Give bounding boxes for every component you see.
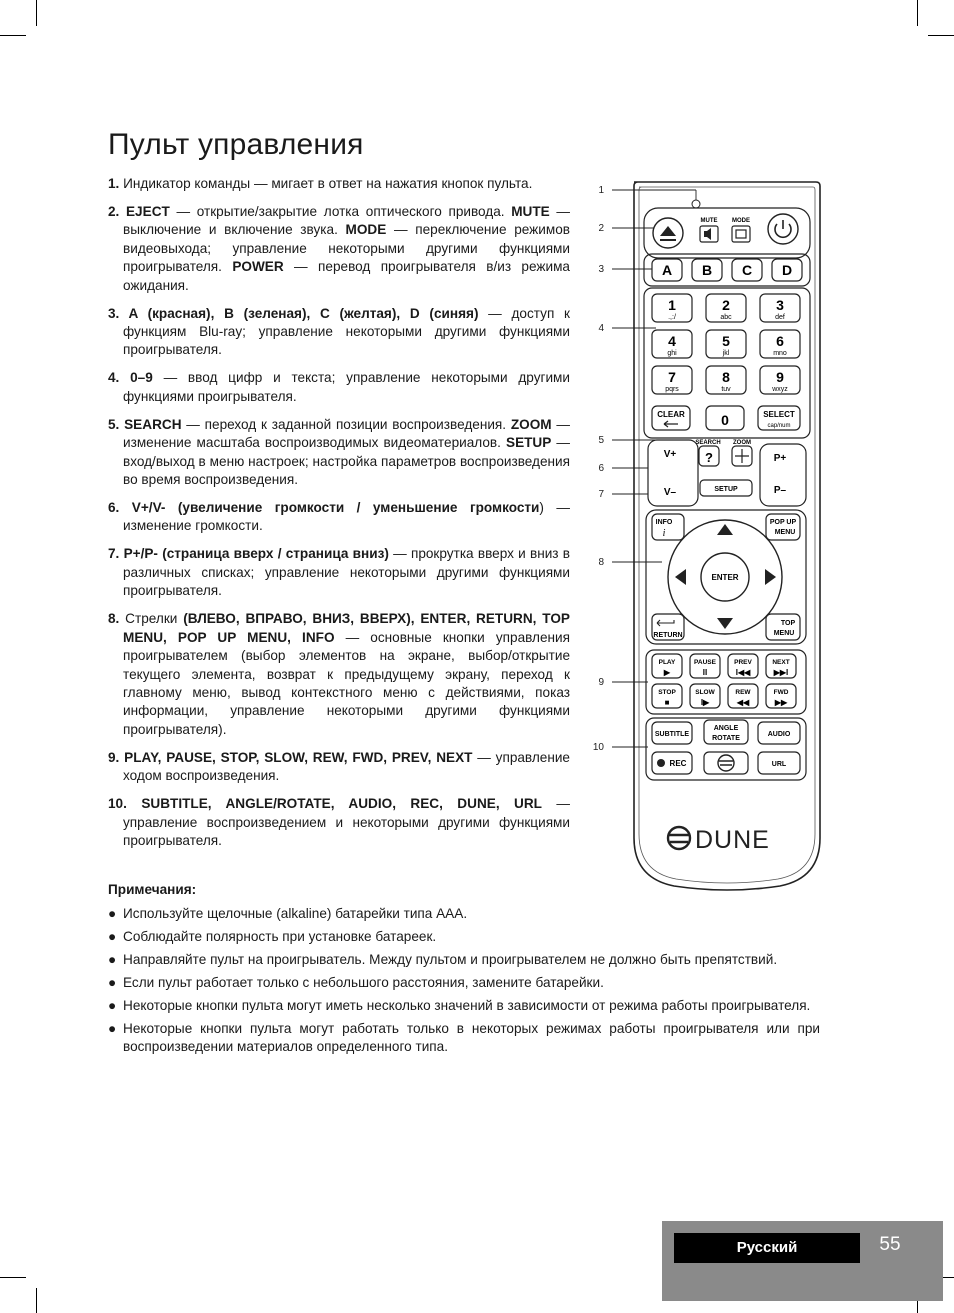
item-key-text: 0–9 <box>119 370 153 386</box>
digit-label: 9 <box>776 369 784 385</box>
note-item <box>108 974 820 992</box>
svg-text:cap/num: cap/num <box>767 423 791 429</box>
item-number: 3. <box>108 305 120 321</box>
svg-text:SELECT: SELECT <box>763 410 795 419</box>
svg-text:P+: P+ <box>773 453 787 464</box>
item-text: — выключение и включение звука. <box>123 204 570 238</box>
svg-text:ROTATE: ROTATE <box>712 735 740 742</box>
item-key-text: SEARCH <box>119 416 182 432</box>
callout-number: 6 <box>598 463 604 474</box>
description-item <box>108 610 570 739</box>
transport-label: PLAY <box>658 659 676 666</box>
color-key-label: B <box>701 262 713 278</box>
popup-menu-button <box>766 514 800 540</box>
note-text: Используйте щелочные (alkaline) батарейки типа AAA. <box>123 906 468 921</box>
svg-text:V–: V– <box>663 487 677 498</box>
item-text: — прокрутка вверх и вниз в различных списках; управление некоторыми другими функциями проигрывателя. <box>123 546 570 599</box>
note-text: Некоторые кнопки пульта могут работать только в некоторых режимах работы проигрывателя или при воспроизведении материалов определенного типа. <box>123 1021 820 1055</box>
svg-text:RETURN: RETURN <box>653 632 683 639</box>
item-key-text: A (красная), B (зеленая), C (желтая), D (синяя) <box>119 305 479 321</box>
callout-number: 7 <box>598 489 604 500</box>
svg-text:MODE: MODE <box>732 218 750 224</box>
notes-section <box>108 882 820 1061</box>
svg-text:0: 0 <box>721 412 729 428</box>
transport-glyph: II <box>702 668 708 677</box>
crop-mark <box>0 35 26 36</box>
item-number: 4. <box>108 370 120 386</box>
item-text: — вход/выход в меню настроек; настройка параметров воспроизведения во время воспроизведения. <box>123 435 570 488</box>
item-text: — переключение режимов видеовыхода; управление некоторыми другими функциями проигрывателя. <box>123 222 570 275</box>
digit-label: 4 <box>668 333 676 349</box>
transport-glyph: ◀◀ <box>736 698 750 707</box>
digit-label: 3 <box>776 297 784 313</box>
description-item <box>108 749 570 786</box>
digit-label: 5 <box>722 333 730 349</box>
svg-text:CLEAR: CLEAR <box>657 410 685 419</box>
crop-mark <box>0 1277 26 1278</box>
item-number: 10. <box>108 796 127 812</box>
description-item <box>108 175 570 193</box>
digit-letters: mno <box>773 350 787 357</box>
color-key-label: C <box>741 262 753 278</box>
callout-number: 2 <box>598 223 604 234</box>
item-key-text: POWER <box>232 259 284 275</box>
svg-text:?: ? <box>705 450 713 465</box>
svg-text:P–: P– <box>773 485 787 496</box>
callout-number: 8 <box>598 557 604 568</box>
svg-text:i: i <box>662 528 666 539</box>
item-text: Стрелки <box>119 611 184 627</box>
note-text: Соблюдайте полярность при установке батареек. <box>123 929 437 944</box>
crop-mark <box>928 35 954 36</box>
item-key-text: MUTE <box>511 204 550 219</box>
transport-label: PREV <box>734 659 752 666</box>
bullet-icon: ● <box>108 975 117 990</box>
note-item <box>108 928 820 946</box>
description-item <box>108 416 570 490</box>
digit-letters: wxyz <box>772 386 788 393</box>
note-item <box>108 1020 820 1057</box>
item-text: — перевод проигрывателя в/из режима ожидания. <box>123 259 570 293</box>
item-text: — основные кнопки управления проигрывателем (выбор элементов на экране, выбор/открытие текущего элемента, возврат к предыдущему экрану, переход к главному меню, вывод контекстного меню с действиями, показ информации, управление некоторыми другими функциями проигрывателя). <box>123 629 570 737</box>
digit-letters: jkl <box>722 350 730 357</box>
transport-glyph: ▶▶I <box>773 668 789 677</box>
crop-mark <box>917 0 918 26</box>
transport-label: PAUSE <box>694 659 716 666</box>
item-key-text: (ВЛЕВО, ВПРАВО, ВНИЗ, ВВЕРХ), ENTER, RETURN, TOP MENU, POP UP MENU, INFO <box>123 611 570 645</box>
svg-text:V+: V+ <box>663 449 677 460</box>
description-list <box>108 175 570 860</box>
digit-label: 8 <box>722 369 730 385</box>
item-number: 7. <box>108 546 120 562</box>
item-text: — управление воспроизведением и некоторыми другими функциями проигрывателя. <box>123 796 571 848</box>
bullet-icon: ● <box>108 929 117 944</box>
callout-number: 3 <box>598 264 604 275</box>
description-item <box>108 499 570 536</box>
callout-number: 9 <box>598 677 604 688</box>
digit-letters: tuv <box>721 386 731 393</box>
bullet-icon: ● <box>108 998 117 1013</box>
color-key-label: D <box>781 262 793 278</box>
item-key-text: SETUP <box>506 435 552 451</box>
notes-heading: Примечания: <box>108 882 197 897</box>
svg-text:AUDIO: AUDIO <box>767 731 791 738</box>
bullet-icon: ● <box>108 1021 117 1036</box>
svg-text:DUNE: DUNE <box>695 826 770 854</box>
crop-mark <box>36 1288 37 1313</box>
info-button <box>652 514 684 540</box>
callout-number: 1 <box>598 185 604 196</box>
digit-letters: ghi <box>667 350 677 357</box>
note-text: Направляйте пульт на проигрыватель. Между пультом и проигрывателем не должно быть препятствий. <box>123 952 778 967</box>
svg-text:MUTE: MUTE <box>700 218 718 224</box>
item-number: 9. <box>108 749 120 765</box>
callout-number: 5 <box>598 435 604 446</box>
description-item <box>108 305 570 360</box>
language-label: Русский <box>674 1233 860 1263</box>
indicator-led <box>692 200 700 208</box>
item-text: — доступ к функциям Blu-ray; управление некоторыми другими функциями проигрывателя. <box>123 305 570 358</box>
svg-text:ZOOM: ZOOM <box>733 440 751 446</box>
transport-glyph: ▶ <box>663 668 671 677</box>
item-text: Индикатор команды — мигает в ответ на нажатия кнопок пульта. <box>119 176 533 191</box>
svg-text:POP UP: POP UP <box>769 519 797 526</box>
item-text: — открытие/закрытие лотка оптического привода. <box>169 204 512 219</box>
svg-text:SEARCH: SEARCH <box>695 440 721 446</box>
note-item <box>108 951 820 969</box>
transport-label: STOP <box>658 689 676 696</box>
bullet-icon: ● <box>108 906 117 921</box>
digit-label: 7 <box>668 369 676 385</box>
svg-text:URL: URL <box>771 761 787 768</box>
description-item <box>108 369 570 406</box>
transport-glyph: I▶ <box>700 698 710 707</box>
notes-list <box>108 905 820 1057</box>
transport-label: NEXT <box>772 659 790 666</box>
transport-glyph: I◀◀ <box>735 668 751 677</box>
mode-button <box>732 226 750 242</box>
svg-text:ANGLE: ANGLE <box>713 725 739 732</box>
page-number: 55 <box>879 1234 901 1255</box>
item-key-text: P+/P- (страница вверх / страница вниз) <box>119 546 389 562</box>
item-key-text: SUBTITLE, ANGLE/ROTATE, AUDIO, REC, DUNE, URL <box>126 796 542 812</box>
item-key-text: PLAY, PAUSE, STOP, SLOW, REW, FWD, PREV, NEXT <box>119 749 473 765</box>
transport-label: SLOW <box>695 689 715 696</box>
svg-text:SETUP: SETUP <box>714 486 738 493</box>
transport-glyph: ■ <box>664 698 670 707</box>
item-text: ) — изменение громкости. <box>123 500 571 534</box>
callout-number: 10 <box>592 742 604 753</box>
digit-label: 2 <box>722 297 730 313</box>
note-text: Некоторые кнопки пульта могут иметь несколько значений в зависимости от режима работы проигрывателя. <box>123 998 811 1013</box>
digit-label: 6 <box>776 333 784 349</box>
digit-label: 1 <box>668 297 676 313</box>
item-number: 1. <box>108 176 120 191</box>
item-text: — управление ходом воспроизведения. <box>123 749 570 784</box>
item-key-text: MODE <box>345 222 387 238</box>
digit-letters: abc <box>720 314 732 321</box>
note-item <box>108 997 820 1015</box>
transport-label: FWD <box>773 689 789 696</box>
page-title: Пульт управления <box>108 128 364 161</box>
transport-label: REW <box>735 689 751 696</box>
digit-letters: pqrs <box>665 386 679 393</box>
svg-text:MENU: MENU <box>774 529 796 536</box>
item-text: — изменение масштаба воспроизводимых видеоматериалов. <box>123 416 570 451</box>
svg-text:INFO: INFO <box>655 519 673 526</box>
note-text: Если пульт работает только с небольшого расстояния, замените батарейки. <box>123 975 604 990</box>
item-text: — ввод цифр и текста; управление некоторыми другими функциями проигрывателя. <box>123 370 570 404</box>
svg-text:MENU: MENU <box>773 630 795 637</box>
transport-glyph: ▶▶ <box>774 698 788 707</box>
item-number: 5. <box>108 416 120 432</box>
digit-letters: .,:/ <box>668 314 676 321</box>
bullet-icon: ● <box>108 952 117 967</box>
item-key-text: V+/V- (увеличение громкости / уменьшение громкости <box>119 500 540 516</box>
remote-illustration <box>590 178 830 898</box>
item-key-text: ZOOM <box>510 416 552 432</box>
color-key-label: A <box>661 262 673 278</box>
crop-mark <box>36 0 37 26</box>
description-item <box>108 545 570 600</box>
callout-number: 4 <box>598 323 604 334</box>
digit-letters: def <box>775 314 785 321</box>
description-item <box>108 795 570 850</box>
svg-text:SUBTITLE: SUBTITLE <box>654 731 690 738</box>
item-key-text: EJECT <box>119 204 170 219</box>
note-item <box>108 905 820 923</box>
svg-text:TOP: TOP <box>780 620 796 627</box>
item-text: — переход к заданной позиции воспроизведения. <box>181 416 511 432</box>
item-number: 2. <box>108 204 120 219</box>
item-number: 6. <box>108 500 120 516</box>
item-number: 8. <box>108 611 120 627</box>
svg-text:ENTER: ENTER <box>711 573 739 582</box>
svg-text:REC: REC <box>669 759 687 768</box>
description-item <box>108 203 570 295</box>
